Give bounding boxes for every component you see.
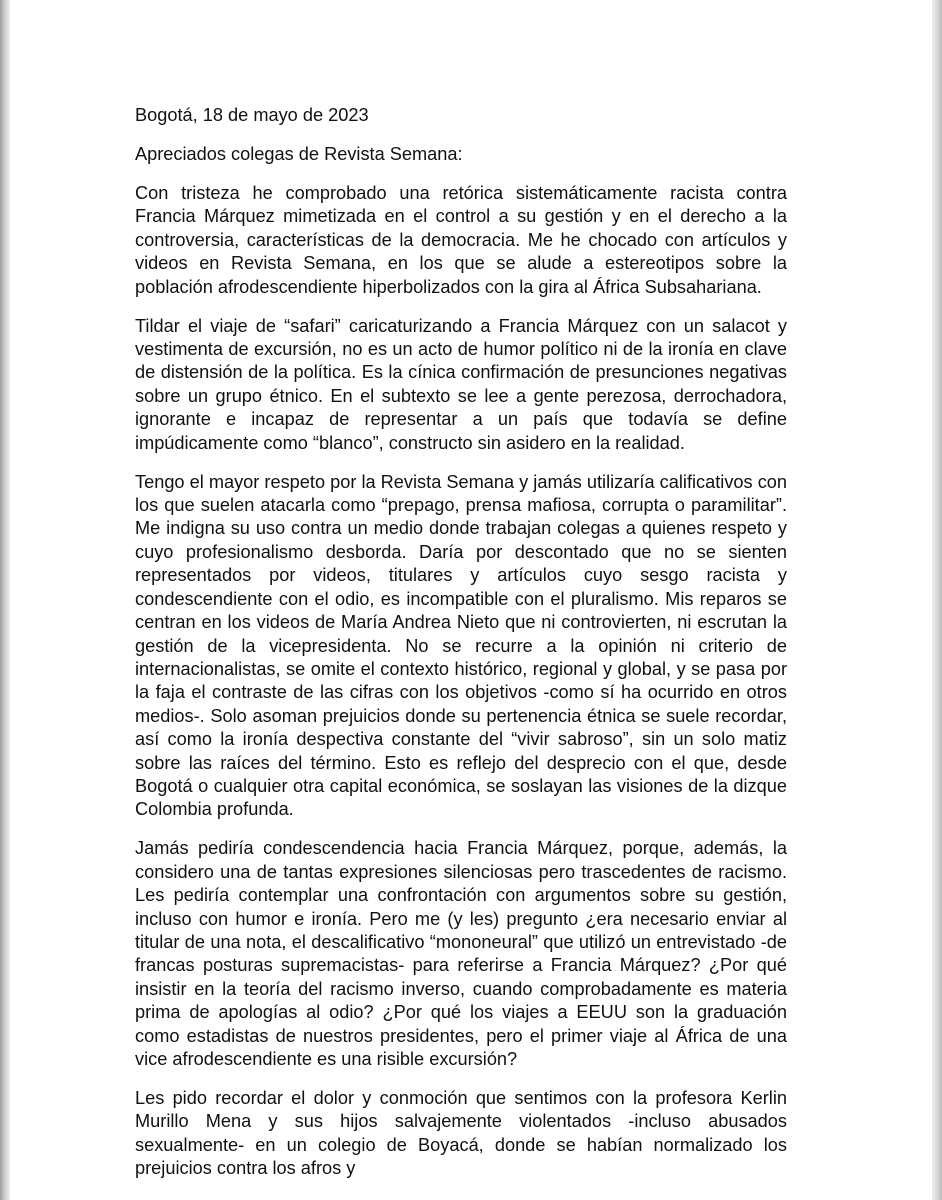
letter-paragraph-4: Jamás pediría condescendencia hacia Francia Márquez, porque, además, la considero una de tantas expresiones silenciosas pero trascedentes de racismo. Les pediría contemplar una confrontación con argumentos sobre su gestión, incluso con humor e ironía. Pero me (y les) pregunto ¿era necesario enviar al titular de una nota, el descalificativo “mononeural” que utilizó un entrevistado -de francas posturas supremacistas- para referirse a Francia Márquez? ¿Por qué insistir en la teoría del racismo inverso, cuando comprobadamente es materia prima de apologías al odio? ¿Por qué los viajes a EEUU son la graduación como estadistas de nuestros presidentes, pero el primer viaje al África de una vice afrodescendiente es una risible excursión? [135,838,787,1069]
document-page [10,0,932,1200]
letter-body [135,104,787,1181]
letter-paragraph-3: Tengo el mayor respeto por la Revista Semana y jamás utilizaría calificativos con los que suelen atacarla como “prepago, prensa mafiosa, corrupta o paramilitar”. Me indigna su uso contra un medio donde trabajan colegas a quienes respeto y cuyo profesionalismo desborda. Daría por descontado que no se sienten representados por videos, titulares y artículos cuyo sesgo racista y condescendiente con el odio, es incompatible con el pluralismo. Mis reparos se centran en los videos de María Andrea Nieto que ni controvierten, ni escrutan la gestión de la vicepresidenta. No se recurre a la opinión ni criterio de internacionalistas, se omite el contexto histórico, regional y global, y se pasa por la faja el contraste de las cifras con los objetivos -como sí ha ocurrido en otros medios-. Solo asoman prejuicios donde su pertenencia étnica se suele recordar, así como la ironía despectiva constante del “vivir sabroso”, sin un solo matiz sobre las raíces del término. Esto es reflejo del desprecio con el que, desde Bogotá o cualquier otra capital económica, se soslayan las visiones de la dizque Colombia profunda. [135,471,788,820]
letter-paragraph-2: Tildar el viaje de “safari” caricaturizando a Francia Márquez con un salacot y vestimenta de excursión, no es un acto de humor político ni de la ironía en clave de distensión de la política. Es la cínica confirmación de presunciones negativas sobre un grupo étnico. En el subtexto se lee a gente perezosa, derrochadora, ignorante e incapaz de representar a un país que todavía se define impúdicamente como “blanco”, constructo sin asidero en la realidad. [135,315,787,453]
letter-paragraph-5: Les pido recordar el dolor y conmoción que sentimos con la profesora Kerlin Murillo Mena y sus hijos salvajemente violentados -incluso abusados sexualmente- en un colegio de Boyacá, donde se habían normalizado los prejuicios contra los afros y [135,1088,787,1179]
letter-paragraph-1: Con tristeza he comprobado una retórica sistemáticamente racista contra Francia Márquez mimetizada en el control a su gestión y en el derecho a la controversia, características de la democracia. Me he chocado con artículos y videos en Revista Semana, en los que se alude a estereotipos sobre la población afrodescendiente hiperbolizados con la gira al África Subsahariana. [135,183,787,297]
letter-salutation: Apreciados colegas de Revista Semana: [135,144,463,164]
letter-dateline: Bogotá, 18 de mayo de 2023 [135,105,369,125]
